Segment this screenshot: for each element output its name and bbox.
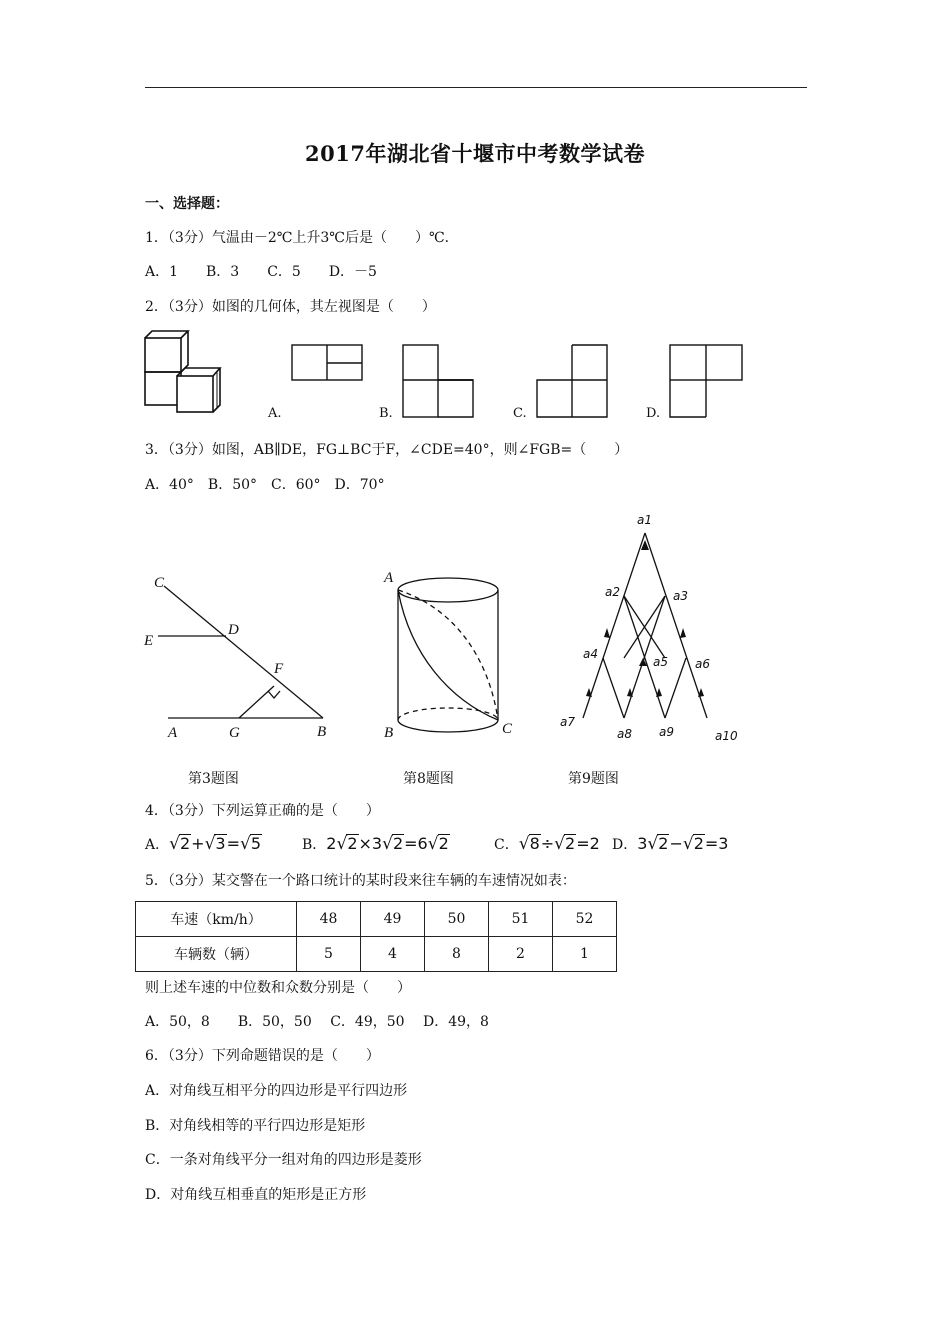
table-cell: 4 <box>361 937 425 972</box>
fig8-label-b: B <box>384 725 394 741</box>
q1-stem: 1．（3分）气温由－2℃上升3℃后是（ ）℃． <box>145 230 459 246</box>
fig3-caption: 第3题图 <box>188 771 239 787</box>
fig9-diagram <box>555 508 745 748</box>
fig9-label-a6: a6 <box>695 657 710 671</box>
q6-option-d: D．对角线互相垂直的矩形是正方形 <box>145 1187 367 1203</box>
q6-option-a: A．对角线互相平分的四边形是平行四边形 <box>145 1083 408 1099</box>
fig9-label-a8: a8 <box>617 727 632 741</box>
fig9-label-a7: a7 <box>560 715 575 729</box>
q4-a-equals: = <box>226 834 240 853</box>
q4-option-b: B．2√2×3√2=6√2 <box>302 834 449 854</box>
table-cell: 5 <box>297 937 361 972</box>
page-title: 2017年湖北省十堰市中考数学试卷 <box>305 141 645 166</box>
q2-option-b-view <box>401 343 477 419</box>
q4-d-radicand-2: 2 <box>693 834 704 853</box>
fig9-label-a3: a3 <box>673 589 688 603</box>
speed-table <box>135 901 617 972</box>
q4-b-radicand-2: 2 <box>392 834 404 853</box>
q2-option-a-label: A. <box>268 406 282 421</box>
q4-option-d: D．3√2−√2=3 <box>612 834 729 854</box>
table-cell: 48 <box>297 902 361 937</box>
section-heading: 一、选择题： <box>145 196 229 212</box>
q2-option-c-label: C. <box>513 406 527 421</box>
q6-stem: 6．（3分）下列命题错误的是（ ） <box>145 1048 380 1064</box>
q4-c-operator: ÷ <box>540 834 555 853</box>
table-cell: 51 <box>489 902 553 937</box>
table-cell: 车速（km/h） <box>136 902 297 937</box>
q5-stem: 5．（3分）某交警在一个路口统计的某时段来往车辆的车速情况如表： <box>145 873 576 889</box>
table-cell: 52 <box>553 902 617 937</box>
q5-follow: 则上述车速的中位数和众数分别是（ ） <box>145 980 411 996</box>
fig9-label-a2: a2 <box>605 585 620 599</box>
q2-solid-figure <box>140 328 225 418</box>
fig9-label-a1: a1 <box>637 513 652 527</box>
table-cell: 车辆数（辆） <box>136 937 297 972</box>
q4-c-radicand-1: 8 <box>529 834 540 853</box>
fig3-label-b: B <box>317 724 327 740</box>
q4-c-radicand-2: 2 <box>565 834 576 853</box>
q4-b-label: B． <box>302 837 327 853</box>
q5-options: A．50，8 B．50，50 C．49，50 D．49，8 <box>145 1014 489 1030</box>
fig8-label-c: C <box>502 721 513 737</box>
q2-option-a-view <box>290 343 366 383</box>
fig9-label-a4: a4 <box>583 647 598 661</box>
fig9-label-a9: a9 <box>659 725 674 739</box>
q4-d-coef: 3 <box>637 834 648 853</box>
fig3-label-e: E <box>144 633 154 649</box>
q2-option-c-view <box>535 343 611 419</box>
q4-d-equals: =3 <box>704 834 729 853</box>
q4-c-equals: =2 <box>576 834 600 853</box>
q4-b-equals: =6 <box>404 834 428 853</box>
fig9-caption: 第9题图 <box>568 771 619 787</box>
header-rule <box>145 87 807 88</box>
q4-option-a: A．√2+√3=√5 <box>145 834 262 854</box>
q4-a-radicand-3: 5 <box>250 834 262 853</box>
table-cell: 8 <box>425 937 489 972</box>
q4-b-radicand-1: 2 <box>347 834 358 853</box>
q4-a-operator: + <box>191 834 205 853</box>
table-cell: 2 <box>489 937 553 972</box>
fig9-label-a10: a10 <box>715 729 738 743</box>
q4-b-coef: 2 <box>326 834 337 853</box>
q4-c-label: C． <box>494 837 519 853</box>
q2-option-b-label: B. <box>379 406 393 421</box>
table-cell: 50 <box>425 902 489 937</box>
fig9-label-a5: a5 <box>653 655 668 669</box>
q2-option-d-view <box>668 343 746 419</box>
q4-a-radicand-1: 2 <box>179 834 191 853</box>
q6-option-c: C．一条对角线平分一组对角的四边形是菱形 <box>145 1152 422 1168</box>
fig8-cylinder <box>380 565 520 750</box>
q4-d-radicand-1: 2 <box>658 834 669 853</box>
q3-options: A．40° B．50° C．60° D．70° <box>145 477 385 493</box>
q2-option-d-label: D. <box>646 406 661 421</box>
fig8-label-a: A <box>384 570 394 586</box>
q4-a-radicand-2: 3 <box>215 834 226 853</box>
fig3-label-d: D <box>228 622 239 638</box>
fig8-caption: 第8题图 <box>403 771 454 787</box>
q4-d-operator: − <box>669 834 683 853</box>
q4-option-c: C．√8÷√2=2 <box>494 834 600 854</box>
q6-option-b: B．对角线相等的平行四边形是矩形 <box>145 1118 366 1134</box>
table-row <box>136 902 617 937</box>
fig3-label-c: C <box>154 575 165 591</box>
fig3-label-g: G <box>229 725 240 741</box>
fig3-diagram <box>140 570 340 750</box>
table-row <box>136 937 617 972</box>
q4-a-label: A． <box>145 837 170 853</box>
fig3-label-f: F <box>274 661 284 677</box>
q2-stem: 2．（3分）如图的几何体，其左视图是（ ） <box>145 299 436 315</box>
q4-b-operator: ×3 <box>358 834 383 853</box>
q4-b-radicand-3: 2 <box>438 834 449 853</box>
q1-options: A．1 B．3 C．5 D．－5 <box>145 264 377 280</box>
table-cell: 49 <box>361 902 425 937</box>
table-cell: 1 <box>553 937 617 972</box>
fig3-label-a: A <box>168 725 178 741</box>
q3-stem: 3．（3分）如图，AB∥DE，FG⊥BC于F，∠CDE=40°，则∠FGB=（ ） <box>145 442 629 458</box>
q4-d-label: D． <box>612 837 638 853</box>
q4-stem: 4．（3分）下列运算正确的是（ ） <box>145 803 380 819</box>
